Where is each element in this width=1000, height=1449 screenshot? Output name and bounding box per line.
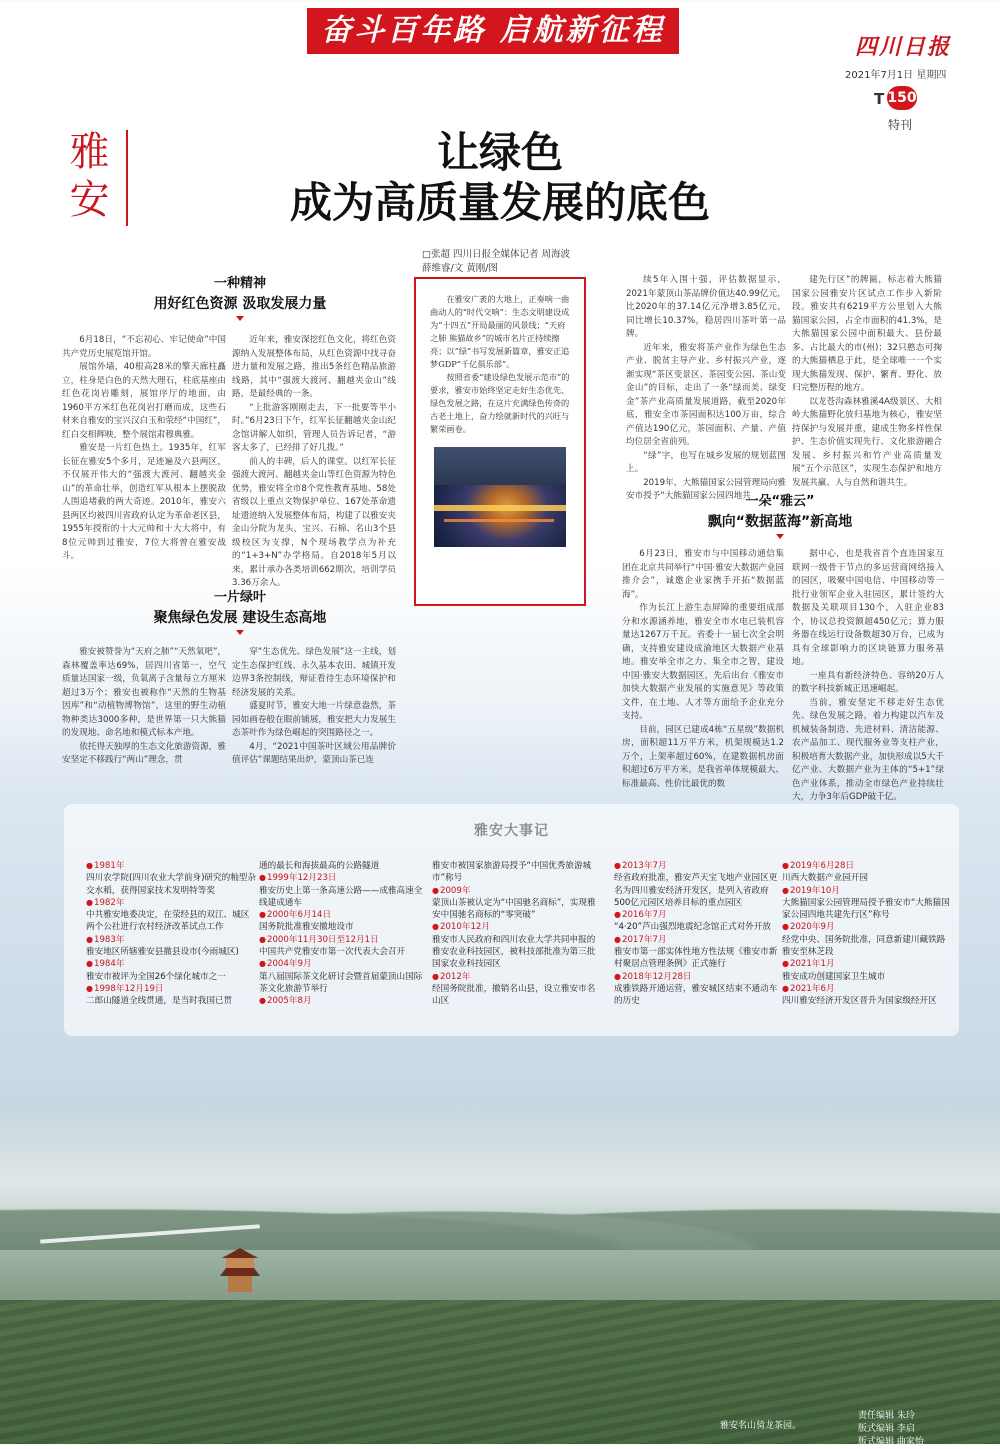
section4-heading [650, 490, 910, 545]
paragraph: 作为长江上游生态屏障的重要组成部分和水源涵养地，雅安全市水电已装机容量达1267万千瓦。省委十一届七次全会明确，支持雅安建设成渝地区大数据产业基地。雅安举全市之力、集全市之智，建设中国·雅安大数据园区，先后出台《雅安市加快大数据产业发展的实施意见》等政策文件，在土地、人才等方面给予企业充分支持。 [622, 603, 784, 721]
section1-heading [110, 272, 370, 327]
event-date: ● 2021年6月 [782, 983, 952, 995]
paragraph: 续5年入围十强，评估数据显示，2021年蒙顶山茶品牌价值达40.99亿元，比2020年的37.14亿元净增3.85亿元，同比增长10.37%，稳居四川茶叶第一品牌。 [626, 275, 786, 339]
page-label: 特刊 [888, 118, 913, 132]
lead-paragraph: 按照省委“建设绿色发展示范市”的要求，雅安市始终坚定走好生态优先、绿色发展之路，在这片充满绿色传奇的古老土地上，奋力绘就新时代的兴旺与繁荣画卷。 [430, 372, 570, 434]
paragraph: 当前，雅安坚定不移走好生态优先、绿色发展之路，着力构建以汽车及机械装备制造、先进材料、清洁能源、农产品加工、现代服务业等支柱产业，积极培育大数据产业，加快形成以5大千亿产业、大数据产业为主体的“5+1”绿色产业体系，推动全市绿色产业持续壮大，力争3年后GDP破千亿。 [792, 697, 944, 802]
events-column [782, 860, 952, 1008]
event-text: 雅安历史上第一条高速公路——成雅高速全线建成通车 [259, 885, 423, 908]
byline-line2: 薛维睿/文 黄刚/图 [422, 263, 498, 274]
section-marker-icon [236, 630, 244, 641]
event-date: ● 2009年 [432, 885, 602, 897]
event-date: ● 2012年 [432, 971, 602, 983]
paragraph: 盛夏时节，雅安大地一片绿意盎然，茶园如画卷般在眼前铺展，雅安把大力发展生态茶叶作为绿色崛起的突围路径之一。 [232, 701, 396, 738]
event-text: 国务院批准雅安撤地设市 [259, 922, 354, 933]
event-text: 成雅铁路开通运营，雅安城区结束不通动车的历史 [614, 983, 778, 1007]
events-column [86, 860, 256, 1008]
event-date: ● 2019年10月 [782, 885, 952, 897]
paragraph: 据中心，也是我省首个直连国家互联网一级骨干节点的多运营商网络接入的园区，吸聚中国电信、中国移动等一批行业领军企业入驻园区，累计签约大数据及关联项目130个，入驻企业83个，协议总投资额超450亿元；算力服务器在线运行设备数超30万台，已成为具有全球影响力的区块链算力服务基地。 [792, 549, 944, 667]
paragraph: 一座具有新经济特色、容纳20万人的数字科技新城正迅速崛起。 [792, 670, 944, 694]
paragraph: 雅安是一片红色热土。1935年，红军长征在雅安5个多月，足迹遍及六县两区，不仅展开伟大的“强渡大渡河、翻越夹金山”的革命壮举，创造红军从根本上摆脱敌人围追堵截的两大奇迹。2010年，雅安六县两区均被四川省政府认定为革命老区县，1955年授衔的十大元帅和十大大将中，有8位元帅到过雅安，7位大将曾在雅安战斗。 [62, 443, 226, 561]
paragraph: “绿”字，也写在城乡发展的规划蓝图上。 [626, 450, 786, 474]
paper-logo: 四川日报 [855, 34, 952, 60]
event-text: 第八届国际茶文化研讨会暨首届蒙顶山国际茶文化旅游节举行 [259, 971, 423, 994]
event-date: ● 1981年 [86, 860, 256, 872]
event-date: ● 2017年7月 [614, 934, 784, 946]
editor-credits [858, 1410, 924, 1449]
event-text: 雅安市被评为全国26个绿化城市之一 [86, 971, 226, 982]
page-letter: T [874, 90, 885, 108]
event-text: 四川雅安经济开发区晋升为国家级经开区 [782, 996, 937, 1007]
region-label: 雅安 [69, 129, 110, 223]
section1-kicker: 一种精神 [213, 276, 266, 291]
event-text: 经省政府批准，雅安芦天宝飞地产业园区更名为四川雅安经济开发区，是列入省政府500亿元园区培养目标的重点园区 [614, 873, 778, 908]
section1-title: 用好红色资源 汲取发展力量 [153, 296, 327, 312]
event-text: 川西大数据产业园开园 [782, 873, 868, 884]
event-date: ● 1982年 [86, 897, 256, 909]
section2-title: 聚焦绿色发展 建设生态高地 [153, 610, 327, 626]
tea-field-rows [0, 1300, 1000, 1444]
issue-date: 2021年7月1日 星期四 [845, 70, 947, 81]
section3-column2 [792, 274, 942, 488]
headline-line2: 成为高质量发展的底色 [289, 178, 710, 227]
event-date: ● 2018年12月28日 [614, 971, 784, 983]
byline-line1: □张超 四川日报全媒体记者 周海波 [422, 249, 571, 260]
paragraph: 建先行区”的牌匾，标志着大熊猫国家公园雅安片区试点工作步入新阶段。雅安共有6219平方公里划入大熊猫国家公园，占全市面积的41.3%，是大熊猫国家公园中面积最大、县份最多、占比最大的市(州)；32只憨态可掬的大熊猫栖息于此，是全球唯一一个实现大熊猫发现、保护、繁育、野化、放归完整历程的地方。 [792, 275, 942, 393]
editor-line: 版式编辑 曲家怡 [858, 1437, 924, 1447]
hills-silhouette [0, 1180, 1000, 1250]
paragraph: 近年来，雅安将茶产业作为绿色生态产业、脱贫主导产业、乡村振兴产业，逐渐实现“茶区变景区、茶园变公园、茶山变金山”的目标，走出了一条“绿而美、绿变金”茶产业高质量发展道路，截至2020年底，雅安全市茶园面积达100万亩，综合产值达190亿元，茶园面积、产量、产值均位居全省前列。 [626, 342, 786, 447]
events-column [614, 860, 784, 1008]
pagoda-illustration [222, 1248, 258, 1292]
event-text: 雅安市人民政府和四川农业大学共同申报的雅安农业科技园区，被科技部批准为第三批国家农业科技园区 [432, 934, 596, 970]
section2-kicker: 一片绿叶 [213, 590, 266, 605]
paragraph: 依托得天独厚的生态文化旅游资源，雅安坚定不移践行“两山”理念，贯 [62, 741, 226, 765]
event-date: ● 2010年12月 [432, 921, 602, 933]
event-date: ● 2020年9月 [782, 921, 952, 933]
event-date: ● 2019年6月28日 [782, 860, 952, 872]
lead-text [430, 293, 570, 436]
event-date: ● 2000年6月14日 [259, 909, 429, 921]
page-number-badge: 150 [887, 86, 917, 110]
event-text: 大熊猫国家公园管理局授予雅安市“大熊猫国家公园四地共建先行区”称号 [782, 897, 950, 921]
paragraph: 6月23日，雅安市与中国移动通信集团在北京共同举行“中国·雅安大数据产业园推介会”，诚邀企业家携手开拓“数据蓝海”。 [622, 549, 784, 600]
paragraph: 前人的丰碑，后人的课堂。以红军长征强渡大渡河、翻越夹金山等红色资源为特色优势，雅安将全市8个党性教育基地、58处省级以上重点文物保护单位、167处革命遗址遗迹纳入发展整体布局，构建了以雅安夹金山分院为龙头，宝兴、石棉、名山3个县级校区为支撑，N个现场教学点为补充的“1+3+N”办学格局。自2018年5月以来，累计承办各类培训662期次，培训学员3.36万余人。 [232, 456, 396, 588]
paragraph: 6月18日，“不忘初心、牢记使命”中国共产党历史展览馆开馆。 [62, 335, 226, 359]
section-marker-icon [776, 534, 784, 545]
headline-line1: 让绿色 [436, 128, 563, 177]
paragraph: 穿“生态优先、绿色发展”这一主线，划定生态保护红线、永久基本农田、城镇开发边界3条控制线，辩证看待生态环境保护和经济发展的关系。 [232, 647, 396, 698]
section4-column2 [792, 548, 944, 802]
events-title: 雅安大事记 [474, 823, 549, 839]
paragraph: 近年来，雅安深挖红色文化，将红色资源纳入发展整体布局，从红色资源中找寻奋进力量和发展之路，推出5条红色精品旅游线路，其中“强渡大渡河、翻越夹金山”线路，是最经典的一条。 [232, 335, 396, 399]
lead-box [414, 277, 586, 606]
event-text: 经国务院批准，撤销名山县，设立雅安市名山区 [432, 983, 596, 1007]
event-date: ● 2005年8月 [259, 995, 429, 1007]
paragraph: 以龙苍沟森林雅溪4A级景区、大相岭大熊猫野化放归基地为核心，雅安坚持保护与发展并重，建成生物多样性保护、生态价值实现先行、文化旅游融合发展、乡村振兴和竹产业高质量发展“五个示范区”，实现生态保护和地方发展共赢、人与自然和谐共生。 [792, 396, 942, 488]
editor-line: 版式编辑 李启 [858, 1424, 915, 1434]
section2-column2 [232, 646, 396, 776]
event-date: ● 1999年12月23日 [259, 872, 429, 884]
events-column [432, 860, 602, 1008]
paragraph: 展馆外墙，40根高28米的擎天廊柱矗立，柱身是白色的天然大理石，柱底基座由红色花岗岩雕刻，展馆序厅的地面，由1960平方米红色花岗岩打磨而成，这些石材来自雅安的宝兴汉白玉和荥经“中国红”，红白交相辉映，整个展馆肃穆典雅。 [62, 362, 226, 440]
event-text: 雅安市被国家旅游局授予“中国优秀旅游城市”称号 [432, 861, 592, 884]
editor-line: 责任编辑 朱玲 [858, 1411, 915, 1421]
paragraph: 雅安被赞誉为“天府之肺”“天然氧吧”，森林覆盖率达69%，居四川省第一，空气质量达国家一级，负氧离子含量每立方厘米超过3万个；雅安也被称作“天然的生物基因库”和“动植物博物馆”，这里的野生动植物种类达3000多种，是世界第一只大熊猫的发现地、命名地和模式标本产地。 [62, 647, 226, 738]
event-text: 四川农学院(四川农业大学前身)研究的籼型杂交水稻，获得国家技术发明特等奖 [86, 873, 256, 896]
section2-heading [110, 586, 370, 641]
event-date: ● 2016年7月 [614, 909, 784, 921]
event-text: 通的最长和海拔最高的公路隧道 [259, 861, 380, 871]
event-text: 中共雅安地委决定，在荥经县的双江、城区两个公社进行农村经济改革试点工作 [86, 910, 250, 933]
event-text: 蒙顶山茶被认定为“中国驰名商标”，实现雅安中国驰名商标的“零突破” [432, 897, 596, 921]
section1-column2 [232, 334, 396, 588]
event-text: 二郎山隧道全线贯通，是当时我国已贯 [86, 996, 233, 1007]
event-date: ● 2021年1月 [782, 958, 952, 970]
lead-paragraph: 在雅安广袤的大地上，正奏响一曲曲动人的“时代交响”：生态文明建设成为“十四五”开局最丽的风景线；“天府之肺 熊猫故乡”的城市名片正持续擦亮；以“绿”书写发展新篇章，雅安正追梦GDP“千亿俱乐部”。 [430, 294, 570, 369]
paragraph: 目前，园区已建成4栋“五星级”数据机房，面积超11万平方米，机架规模达1.2万个，上架率超过60%，在建数据机房面积超过6万平方米，是我省单体规模最大、标准最高、性价比最优的数 [622, 724, 784, 789]
section4-column1 [622, 548, 784, 789]
event-text: 雅安成功创建国家卫生城市 [782, 971, 886, 982]
event-text: “4·20”芦山强烈地震纪念馆正式对外开放 [614, 922, 771, 933]
event-date: ● 2000年11月30日至12月1日 [259, 934, 429, 946]
photo-caption: 雅安名山骑龙茶园。 [720, 1421, 802, 1431]
events-column [259, 860, 429, 1008]
section4-title: 飘向“数据蓝海”新高地 [707, 514, 853, 530]
banner-slogan: 奋斗百年路 启航新征程 [307, 8, 679, 54]
section-marker-icon [236, 316, 244, 327]
event-date: ● 1983年 [86, 934, 256, 946]
paragraph: 4月，“2021中国茶叶区域公用品牌价值评估”课题结果出炉，蒙顶山茶已连 [232, 741, 396, 765]
paragraph: “上批游客刚刚走去，下一批要等半小时。”6月23日下午，红军长征翻越夹金山纪念馆讲解人如织，管理人员告诉记者，“游客太多了，已经排了好几拨。” [232, 402, 396, 453]
event-date: ● 2013年7月 [614, 860, 784, 872]
section3-column1 [626, 274, 786, 501]
event-date: ● 2004年9月 [259, 958, 429, 970]
section2-column1 [62, 646, 226, 776]
event-text: 雅安地区所辖雅安县撤县设市(今雨城区) [86, 947, 239, 958]
section1-column1 [62, 334, 226, 564]
event-date: ● 1984年 [86, 958, 256, 970]
event-text: 经党中央、国务院批准，同意新建川藏铁路雅安至林芝段 [782, 934, 946, 958]
night-town-photo [434, 447, 566, 547]
paragraph: 2019年，大熊猫国家公园管理局向雅安市授予“大熊猫国家公园四地共 [626, 477, 786, 501]
byline [422, 248, 612, 276]
event-text: 雅安市第一部实体性地方性法规《雅安市新村聚居点管理条例》正式施行 [614, 947, 778, 970]
event-date: ● 1998年12月19日 [86, 983, 256, 995]
event-text: 中国共产党雅安市第一次代表大会召开 [259, 947, 406, 958]
events-panel [64, 804, 959, 1036]
section4-kicker: 一朵“雅云” [745, 494, 815, 509]
